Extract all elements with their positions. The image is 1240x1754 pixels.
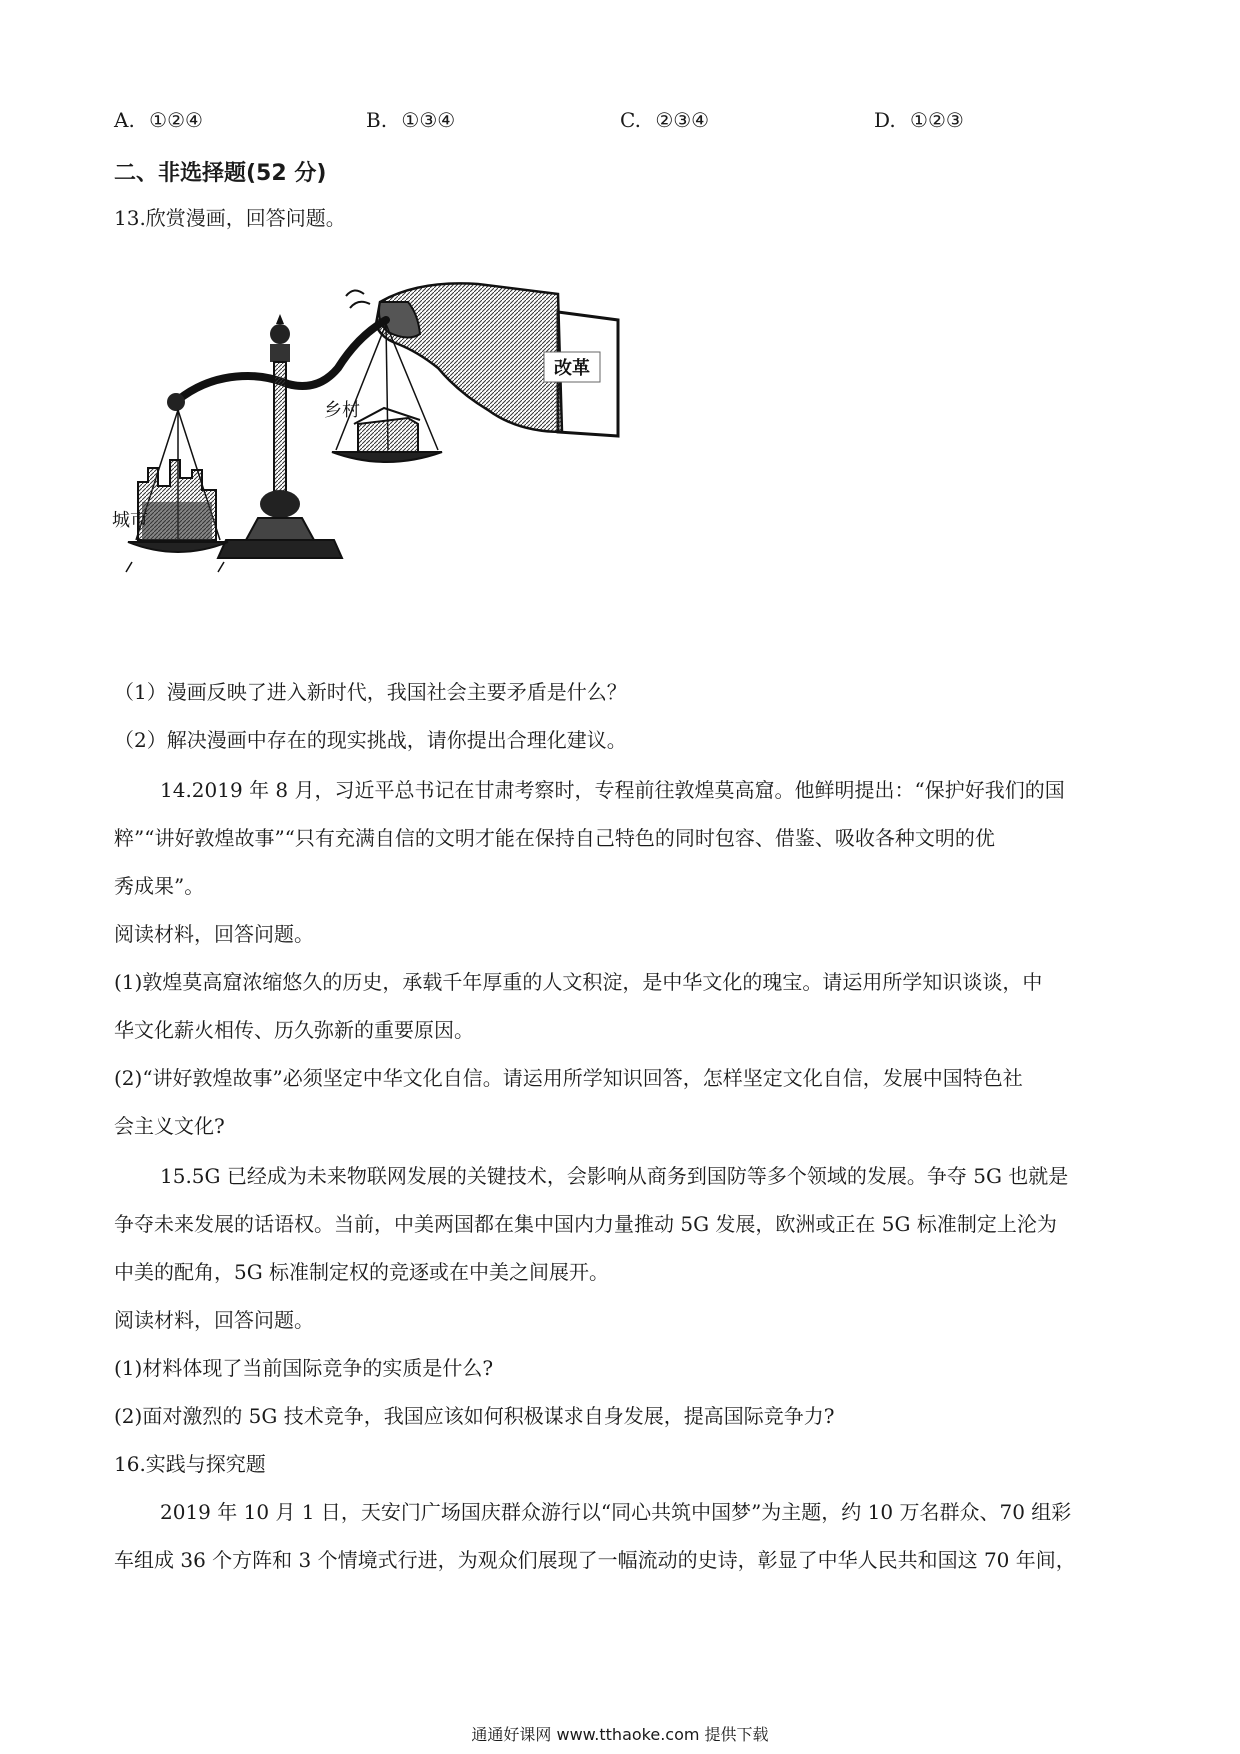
option-b-letter: B. bbox=[366, 108, 388, 132]
option-d-text: ①②③ bbox=[910, 108, 964, 132]
q14-line-1: 14.2019 年 8 月，习近平总书记在甘肃考察时，专程前往敦煌莫高窟。他鲜明提出：“保护好我们的国 bbox=[160, 778, 1065, 802]
cartoon-balance-scale bbox=[112, 272, 638, 642]
q15-line-1: 15.5G 已经成为未来物联网发展的关键技术，会影响从商务到国防等多个领域的发展。争夺 5G 也就是 bbox=[160, 1164, 1069, 1188]
q15-line-3: 中美的配角，5G 标准制定权的竞逐或在中美之间展开。 bbox=[114, 1260, 610, 1284]
q16-line-1: 2019 年 10 月 1 日，天安门广场国庆群众游行以“同心共筑中国梦”为主题，约 10 万名群众、70 组彩 bbox=[160, 1500, 1072, 1524]
option-d bbox=[874, 108, 964, 132]
q14-sub1-line-2: 华文化薪火相传、历久弥新的重要原因。 bbox=[114, 1018, 474, 1042]
q13-title: 13.欣赏漫画，回答问题。 bbox=[114, 206, 346, 230]
q14-line-3: 秀成果”。 bbox=[114, 874, 205, 898]
option-c bbox=[620, 108, 709, 132]
q15-prompt: 阅读材料，回答问题。 bbox=[114, 1308, 314, 1332]
right-pan bbox=[332, 452, 442, 462]
option-a bbox=[114, 108, 203, 132]
option-a-text: ①②④ bbox=[149, 108, 203, 132]
option-b-text: ①③④ bbox=[401, 108, 456, 132]
label-reform: 改革 bbox=[554, 358, 590, 379]
label-city: 城市 bbox=[112, 510, 148, 531]
left-pan bbox=[128, 542, 228, 552]
village-icon bbox=[358, 418, 418, 452]
option-d-letter: D. bbox=[874, 108, 896, 132]
scale-pillar bbox=[274, 362, 286, 492]
q15-line-2: 争夺未来发展的话语权。当前，中美两国都在集中国内力量推动 5G 发展，欧洲或正在 5G 标准制定上沦为 bbox=[114, 1212, 1057, 1236]
q13-sub1: （1）漫画反映了进入新时代，我国社会主要矛盾是什么？ bbox=[114, 680, 627, 704]
section-title: 二、非选择题(52 分) bbox=[114, 161, 327, 186]
option-b bbox=[366, 108, 455, 132]
q14-line-2: 粹”“讲好敦煌故事”“只有充满自信的文明才能在保持自己特色的同时包容、借鉴、吸收各种文明的优 bbox=[114, 826, 995, 850]
q15-sub2: (2)面对激烈的 5G 技术竞争，我国应该如何积极谋求自身发展，提高国际竞争力? bbox=[114, 1404, 835, 1428]
footer-text: 通通好课网 www.tthaoke.com 提供下载 bbox=[471, 1725, 769, 1744]
q14-sub2-line-1: (2)“讲好敦煌故事”必须坚定中华文化自信。请运用所学知识回答，怎样坚定文化自信，发展中国特色社 bbox=[114, 1066, 1023, 1090]
q16-line-2: 车组成 36 个方阵和 3 个情境式行进，为观众们展现了一幅流动的史诗，彰显了中华人民共和国这 70 年间， bbox=[114, 1548, 1076, 1572]
option-a-letter: A. bbox=[114, 108, 135, 132]
option-c-text: ②③④ bbox=[655, 108, 710, 132]
q15-sub1: (1)材料体现了当前国际竞争的实质是什么? bbox=[114, 1356, 494, 1380]
q16-title: 16.实践与探究题 bbox=[114, 1452, 266, 1476]
q14-sub1-line-1: (1)敦煌莫高窟浓缩悠久的历史，承载千年厚重的人文积淀，是中华文化的瑰宝。请运用所学知识谈谈，中 bbox=[114, 970, 1043, 994]
scale-base bbox=[218, 540, 342, 558]
q14-prompt: 阅读材料，回答问题。 bbox=[114, 922, 314, 946]
q14-sub2-line-2: 会主义文化? bbox=[114, 1114, 225, 1138]
option-c-letter: C. bbox=[620, 108, 641, 132]
label-village: 乡村 bbox=[324, 400, 360, 421]
q13-sub2: （2）解决漫画中存在的现实挑战，请你提出合理化建议。 bbox=[114, 728, 627, 752]
